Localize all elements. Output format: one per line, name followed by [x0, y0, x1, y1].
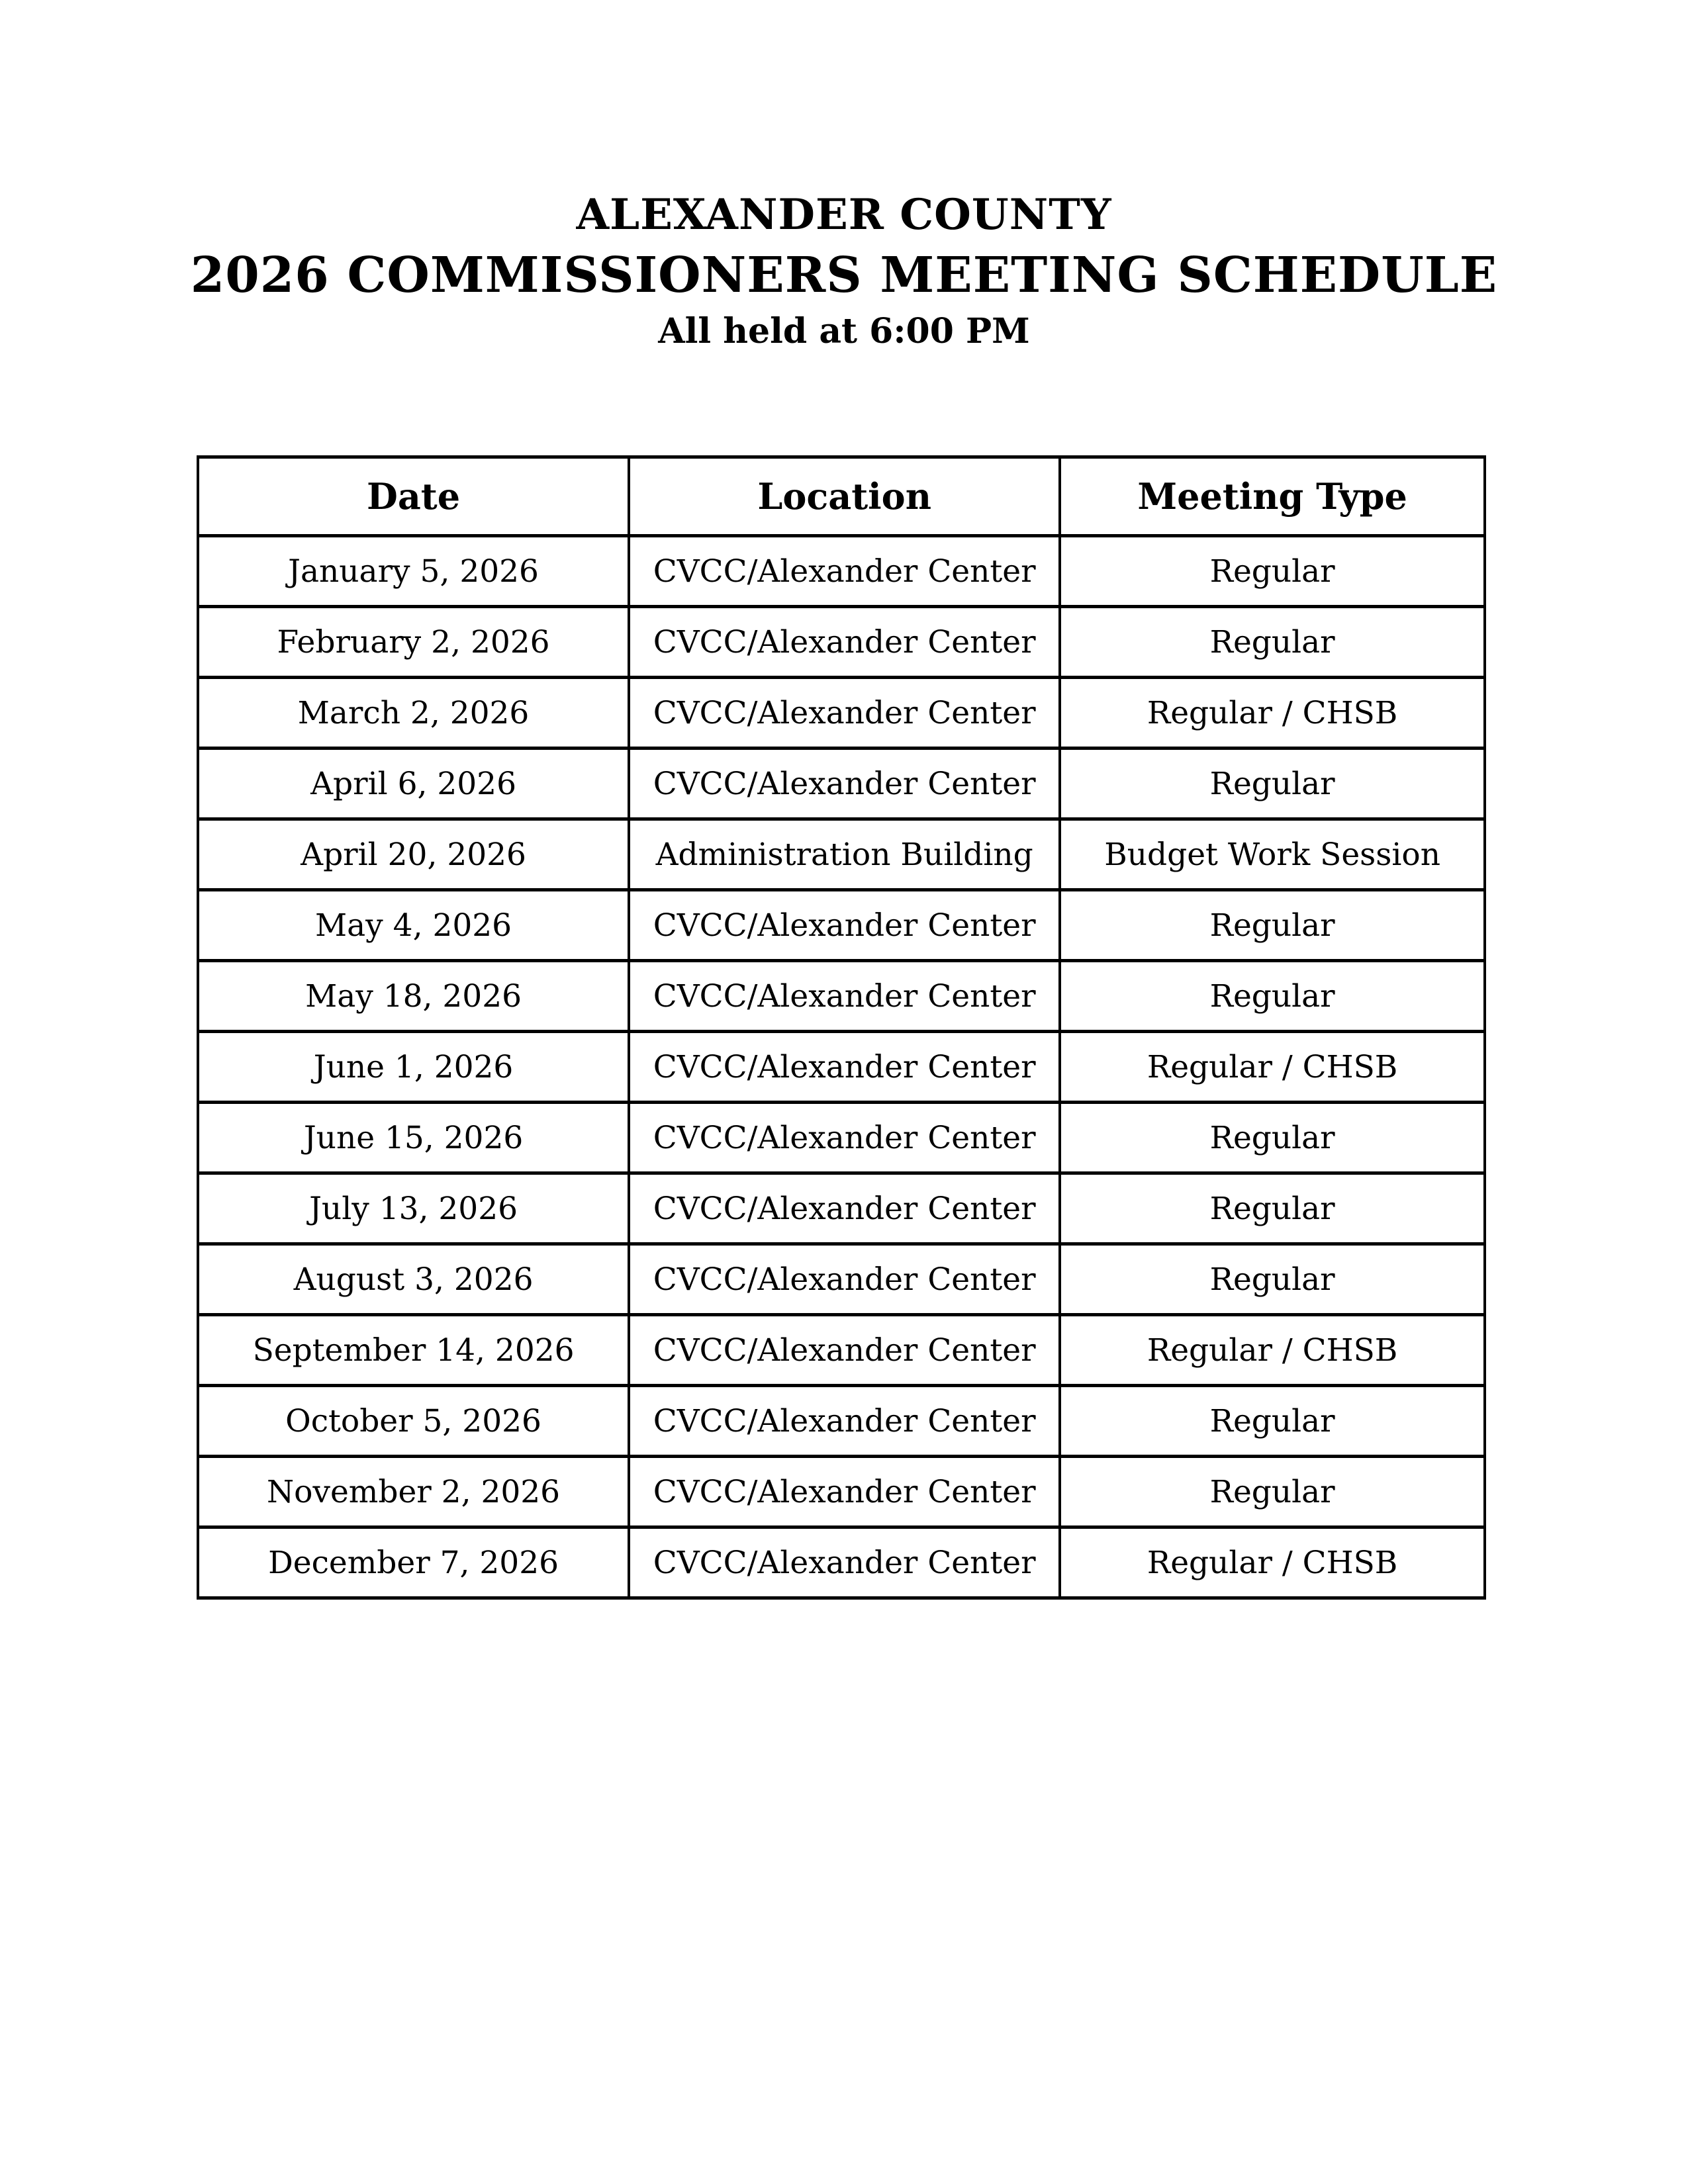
table-row [198, 678, 1485, 749]
cell-meeting-type: Regular / CHSB [1060, 1032, 1485, 1103]
cell-location: CVCC/Alexander Center [629, 961, 1060, 1032]
table-header-row [198, 457, 1485, 536]
cell-meeting-type: Regular [1060, 1386, 1485, 1457]
table-row [198, 1386, 1485, 1457]
cell-date: April 6, 2026 [198, 749, 629, 819]
cell-date: June 15, 2026 [198, 1103, 629, 1173]
table-row [198, 1244, 1485, 1315]
table-row [198, 1103, 1485, 1173]
cell-date: September 14, 2026 [198, 1315, 629, 1386]
cell-meeting-type: Regular [1060, 536, 1485, 607]
table-row [198, 749, 1485, 819]
cell-meeting-type: Budget Work Session [1060, 819, 1485, 890]
cell-date: June 1, 2026 [198, 1032, 629, 1103]
cell-date: February 2, 2026 [198, 607, 629, 678]
cell-location: Administration Building [629, 819, 1060, 890]
table-body [198, 536, 1485, 1598]
cell-date: December 7, 2026 [198, 1527, 629, 1598]
document-header [0, 0, 1688, 351]
cell-meeting-type: Regular [1060, 749, 1485, 819]
cell-location: CVCC/Alexander Center [629, 890, 1060, 961]
cell-meeting-type: Regular / CHSB [1060, 1315, 1485, 1386]
cell-location: CVCC/Alexander Center [629, 1244, 1060, 1315]
cell-location: CVCC/Alexander Center [629, 1386, 1060, 1457]
cell-meeting-type: Regular [1060, 890, 1485, 961]
column-header-meeting-type: Meeting Type [1060, 457, 1485, 536]
cell-meeting-type: Regular [1060, 607, 1485, 678]
column-header-date: Date [198, 457, 629, 536]
cell-date: August 3, 2026 [198, 1244, 629, 1315]
page-title-county: ALEXANDER COUNTY [576, 190, 1112, 240]
meeting-schedule-table [197, 455, 1486, 1600]
table-row [198, 961, 1485, 1032]
cell-location: CVCC/Alexander Center [629, 1457, 1060, 1527]
table-row [198, 607, 1485, 678]
cell-meeting-type: Regular [1060, 1103, 1485, 1173]
cell-date: March 2, 2026 [198, 678, 629, 749]
cell-meeting-type: Regular [1060, 1244, 1485, 1315]
cell-date: May 4, 2026 [198, 890, 629, 961]
table-row [198, 1173, 1485, 1244]
table-row [198, 819, 1485, 890]
cell-date: October 5, 2026 [198, 1386, 629, 1457]
cell-location: CVCC/Alexander Center [629, 1173, 1060, 1244]
table-row [198, 1315, 1485, 1386]
cell-location: CVCC/Alexander Center [629, 1315, 1060, 1386]
table-row [198, 890, 1485, 961]
cell-meeting-type: Regular [1060, 1457, 1485, 1527]
cell-location: CVCC/Alexander Center [629, 1032, 1060, 1103]
cell-location: CVCC/Alexander Center [629, 1103, 1060, 1173]
cell-location: CVCC/Alexander Center [629, 749, 1060, 819]
cell-location: CVCC/Alexander Center [629, 607, 1060, 678]
cell-meeting-type: Regular / CHSB [1060, 1527, 1485, 1598]
table-header [198, 457, 1485, 536]
cell-location: CVCC/Alexander Center [629, 678, 1060, 749]
cell-date: July 13, 2026 [198, 1173, 629, 1244]
table-row [198, 1032, 1485, 1103]
cell-date: January 5, 2026 [198, 536, 629, 607]
table-row [198, 536, 1485, 607]
cell-date: May 18, 2026 [198, 961, 629, 1032]
table-row [198, 1527, 1485, 1598]
cell-meeting-type: Regular [1060, 1173, 1485, 1244]
cell-location: CVCC/Alexander Center [629, 1527, 1060, 1598]
cell-meeting-type: Regular [1060, 961, 1485, 1032]
cell-date: April 20, 2026 [198, 819, 629, 890]
table-row [198, 1457, 1485, 1527]
page-subtitle-time: All held at 6:00 PM [658, 311, 1030, 352]
cell-meeting-type: Regular / CHSB [1060, 678, 1485, 749]
cell-location: CVCC/Alexander Center [629, 536, 1060, 607]
cell-date: November 2, 2026 [198, 1457, 629, 1527]
page-title-schedule: 2026 COMMISSIONERS MEETING SCHEDULE [190, 247, 1498, 304]
column-header-location: Location [629, 457, 1060, 536]
